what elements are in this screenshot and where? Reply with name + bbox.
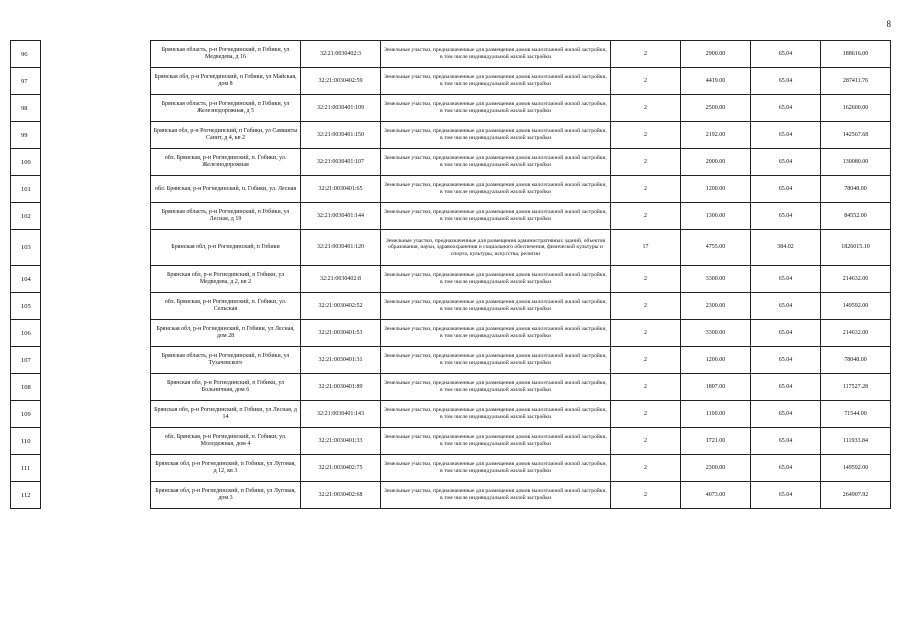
specific-value-cell: 65.04 bbox=[751, 374, 821, 401]
spacer-cell bbox=[41, 266, 151, 293]
area-cell: 1300.00 bbox=[681, 203, 751, 230]
row-number: 96 bbox=[11, 41, 41, 68]
address-cell: Брянская обл, р-н Рогнединский, п Гобики, ул Майская, дом 8 bbox=[151, 68, 301, 95]
specific-value-cell: 65.04 bbox=[751, 482, 821, 509]
area-cell: 4073.00 bbox=[681, 482, 751, 509]
group-code-cell: 2 bbox=[611, 41, 681, 68]
cadastral-number-cell: 32:21:0030401:31 bbox=[301, 347, 381, 374]
spacer-cell bbox=[41, 428, 151, 455]
permitted-use-cell: Земельные участки, предназначенные для размещения домов малоэтажной жилой застройки, в том числе индивидуальной жилой застройки bbox=[381, 41, 611, 68]
area-cell: 4755.00 bbox=[681, 230, 751, 266]
table-row bbox=[11, 230, 891, 266]
cadastral-value-cell: 188616.00 bbox=[821, 41, 891, 68]
cadastral-value-cell: 71544.00 bbox=[821, 401, 891, 428]
specific-value-cell: 65.04 bbox=[751, 122, 821, 149]
permitted-use-cell: Земельные участки, предназначенные для размещения домов малоэтажной жилой застройки, в том числе индивидуальной жилой застройки bbox=[381, 320, 611, 347]
spacer-cell bbox=[41, 176, 151, 203]
spacer-cell bbox=[41, 455, 151, 482]
address-cell: Брянская обл, р-н Рогнединский, п Гобики, ул Луговая, д 12, кв 3 bbox=[151, 455, 301, 482]
table-row bbox=[11, 95, 891, 122]
permitted-use-cell: Земельные участки, предназначенные для размещения домов малоэтажной жилой застройки, в том числе индивидуальной жилой застройки bbox=[381, 176, 611, 203]
spacer-cell bbox=[41, 401, 151, 428]
cadastral-number-cell: 32:21:0030401:120 bbox=[301, 230, 381, 266]
table-row bbox=[11, 68, 891, 95]
group-code-cell: 2 bbox=[611, 428, 681, 455]
cadastral-number-cell: 32:21:0030402:3 bbox=[301, 41, 381, 68]
permitted-use-cell: Земельные участки, предназначенные для размещения домов малоэтажной жилой застройки, в том числе индивидуальной жилой застройки bbox=[381, 374, 611, 401]
cadastral-number-cell: 32:21:0030402:8 bbox=[301, 266, 381, 293]
group-code-cell: 2 bbox=[611, 455, 681, 482]
cadastral-number-cell: 32:21:0030402:52 bbox=[301, 293, 381, 320]
cadastral-value-cell: 287411.76 bbox=[821, 68, 891, 95]
cadastral-number-cell: 32:21:0030401:109 bbox=[301, 95, 381, 122]
specific-value-cell: 65.04 bbox=[751, 428, 821, 455]
group-code-cell: 2 bbox=[611, 374, 681, 401]
specific-value-cell: 65.04 bbox=[751, 203, 821, 230]
table-row bbox=[11, 122, 891, 149]
group-code-cell: 2 bbox=[611, 347, 681, 374]
row-number: 102 bbox=[11, 203, 41, 230]
permitted-use-cell: Земельные участки, предназначенные для размещения домов малоэтажной жилой застройки, в том числе индивидуальной жилой застройки bbox=[381, 68, 611, 95]
row-number: 107 bbox=[11, 347, 41, 374]
group-code-cell: 17 bbox=[611, 230, 681, 266]
permitted-use-cell: Земельные участки, предназначенные для размещения административных зданий, объектов образования, науки, здравоохранения и социального обеспечения, физической культуры и спорта, культуры, искусства, религии bbox=[381, 230, 611, 266]
spacer-cell bbox=[41, 95, 151, 122]
area-cell: 1807.00 bbox=[681, 374, 751, 401]
spacer-cell bbox=[41, 149, 151, 176]
address-cell: обл. Брянская, р-н Рогнединский, п. Гобики, ул. Железнодорожная bbox=[151, 149, 301, 176]
area-cell: 2900.00 bbox=[681, 41, 751, 68]
area-cell: 2300.00 bbox=[681, 455, 751, 482]
area-cell: 3300.00 bbox=[681, 266, 751, 293]
table-row bbox=[11, 401, 891, 428]
table-body bbox=[11, 41, 891, 509]
specific-value-cell: 65.04 bbox=[751, 293, 821, 320]
row-number: 101 bbox=[11, 176, 41, 203]
table-row bbox=[11, 320, 891, 347]
group-code-cell: 2 bbox=[611, 95, 681, 122]
table-row bbox=[11, 455, 891, 482]
table-row bbox=[11, 482, 891, 509]
cadastral-value-cell: 130080.00 bbox=[821, 149, 891, 176]
address-cell: Брянская обл, р-н Рогнединский, п Гобики bbox=[151, 230, 301, 266]
permitted-use-cell: Земельные участки, предназначенные для размещения домов малоэтажной жилой застройки, в том числе индивидуальной жилой застройки bbox=[381, 293, 611, 320]
area-cell: 2500.00 bbox=[681, 95, 751, 122]
permitted-use-cell: Земельные участки, предназначенные для размещения домов малоэтажной жилой застройки, в том числе индивидуальной жилой застройки bbox=[381, 266, 611, 293]
permitted-use-cell: Земельные участки, предназначенные для размещения домов малоэтажной жилой застройки, в том числе индивидуальной жилой застройки bbox=[381, 203, 611, 230]
area-cell: 2192.00 bbox=[681, 122, 751, 149]
cadastral-value-cell: 84552.00 bbox=[821, 203, 891, 230]
row-number: 109 bbox=[11, 401, 41, 428]
specific-value-cell: 65.04 bbox=[751, 68, 821, 95]
cadastral-value-cell: 149592.00 bbox=[821, 293, 891, 320]
group-code-cell: 2 bbox=[611, 401, 681, 428]
cadastral-value-cell: 162600.00 bbox=[821, 95, 891, 122]
address-cell: обл. Брянская, р-н Рогнединский, п. Гобики, ул. Сельская bbox=[151, 293, 301, 320]
specific-value-cell: 384.02 bbox=[751, 230, 821, 266]
address-cell: обл. Брянская, р-н Рогнединский, п. Гобики, ул. Молодежная, дом 4 bbox=[151, 428, 301, 455]
address-cell: Брянская обл, р-н Рогнединский, п Гобики, ул Больничная, дом 6 bbox=[151, 374, 301, 401]
row-number: 108 bbox=[11, 374, 41, 401]
spacer-cell bbox=[41, 374, 151, 401]
row-number: 106 bbox=[11, 320, 41, 347]
cadastral-number-cell: 32:21:0030402:68 bbox=[301, 482, 381, 509]
address-cell: Брянская обл, р-н Рогнединский, п Гобики, ул Лесная, дом 28 bbox=[151, 320, 301, 347]
cadastral-value-cell: 149592.00 bbox=[821, 455, 891, 482]
spacer-cell bbox=[41, 122, 151, 149]
specific-value-cell: 65.04 bbox=[751, 266, 821, 293]
specific-value-cell: 65.04 bbox=[751, 41, 821, 68]
specific-value-cell: 65.04 bbox=[751, 320, 821, 347]
spacer-cell bbox=[41, 320, 151, 347]
address-cell: Брянская обл, р-н Рогнединский, п Гобики, ул Медведева, д 2, кв 2 bbox=[151, 266, 301, 293]
group-code-cell: 2 bbox=[611, 149, 681, 176]
cadastral-number-cell: 32:21:0030402:75 bbox=[301, 455, 381, 482]
specific-value-cell: 65.04 bbox=[751, 176, 821, 203]
cadastral-value-cell: 1826015.10 bbox=[821, 230, 891, 266]
cadastral-number-cell: 32:21:0030401:65 bbox=[301, 176, 381, 203]
cadastral-value-cell: 78048.00 bbox=[821, 176, 891, 203]
cadastral-number-cell: 32:21:0030401:107 bbox=[301, 149, 381, 176]
table-row bbox=[11, 41, 891, 68]
cadastral-value-cell: 142567.68 bbox=[821, 122, 891, 149]
group-code-cell: 2 bbox=[611, 482, 681, 509]
area-cell: 2000.00 bbox=[681, 149, 751, 176]
row-number: 112 bbox=[11, 482, 41, 509]
row-number: 105 bbox=[11, 293, 41, 320]
spacer-cell bbox=[41, 230, 151, 266]
specific-value-cell: 65.04 bbox=[751, 95, 821, 122]
spacer-cell bbox=[41, 41, 151, 68]
area-cell: 1100.00 bbox=[681, 401, 751, 428]
row-number: 104 bbox=[11, 266, 41, 293]
area-cell: 4419.00 bbox=[681, 68, 751, 95]
area-cell: 2300.00 bbox=[681, 293, 751, 320]
row-number: 110 bbox=[11, 428, 41, 455]
table-row bbox=[11, 266, 891, 293]
table-row bbox=[11, 293, 891, 320]
cadastral-number-cell: 32:21:0030401:143 bbox=[301, 401, 381, 428]
area-cell: 1200.00 bbox=[681, 176, 751, 203]
area-cell: 1200.00 bbox=[681, 347, 751, 374]
table-row bbox=[11, 374, 891, 401]
cadastral-value-cell: 214632.00 bbox=[821, 266, 891, 293]
cadastral-number-cell: 32:21:0030401:53 bbox=[301, 320, 381, 347]
spacer-cell bbox=[41, 293, 151, 320]
group-code-cell: 2 bbox=[611, 293, 681, 320]
cadastral-number-cell: 32:21:0030401:150 bbox=[301, 122, 381, 149]
permitted-use-cell: Земельные участки, предназначенные для размещения домов малоэтажной жилой застройки, в том числе индивидуальной жилой застройки bbox=[381, 122, 611, 149]
row-number: 97 bbox=[11, 68, 41, 95]
specific-value-cell: 65.04 bbox=[751, 149, 821, 176]
permitted-use-cell: Земельные участки, предназначенные для размещения домов малоэтажной жилой застройки, в том числе индивидуальной жилой застройки bbox=[381, 95, 611, 122]
cadastral-number-cell: 32:21:0030401:144 bbox=[301, 203, 381, 230]
area-cell: 1721.00 bbox=[681, 428, 751, 455]
cadastral-value-cell: 214632.00 bbox=[821, 320, 891, 347]
cadastral-number-cell: 32:21:0030402:59 bbox=[301, 68, 381, 95]
cadastral-value-cell: 78048.00 bbox=[821, 347, 891, 374]
cadastral-number-cell: 32:21:0030401:33 bbox=[301, 428, 381, 455]
address-cell: Брянская область, р-н Рогнединский, п Гобики, ул Тухачевского bbox=[151, 347, 301, 374]
row-number: 98 bbox=[11, 95, 41, 122]
table-row bbox=[11, 176, 891, 203]
address-cell: Брянская область, р-н Рогнединский, п Гобики, ул Лесная, д 19 bbox=[151, 203, 301, 230]
specific-value-cell: 65.04 bbox=[751, 401, 821, 428]
table-row bbox=[11, 203, 891, 230]
land-plots-table bbox=[10, 40, 891, 509]
row-number: 103 bbox=[11, 230, 41, 266]
permitted-use-cell: Земельные участки, предназначенные для размещения домов малоэтажной жилой застройки, в том числе индивидуальной жилой застройки bbox=[381, 482, 611, 509]
address-cell: обл. Брянская, р-н Рогнединский, п. Гобики, ул. Лесная bbox=[151, 176, 301, 203]
spacer-cell bbox=[41, 347, 151, 374]
address-cell: Брянская область, р-н Рогнединский, п Гобики, ул Железнодорожная, д 5 bbox=[151, 95, 301, 122]
spacer-cell bbox=[41, 482, 151, 509]
cadastral-value-cell: 111933.84 bbox=[821, 428, 891, 455]
group-code-cell: 2 bbox=[611, 68, 681, 95]
table-row bbox=[11, 149, 891, 176]
spacer-cell bbox=[41, 203, 151, 230]
permitted-use-cell: Земельные участки, предназначенные для размещения домов малоэтажной жилой застройки, в том числе индивидуальной жилой застройки bbox=[381, 347, 611, 374]
row-number: 111 bbox=[11, 455, 41, 482]
permitted-use-cell: Земельные участки, предназначенные для размещения домов малоэтажной жилой застройки, в том числе индивидуальной жилой застройки bbox=[381, 455, 611, 482]
area-cell: 3300.00 bbox=[681, 320, 751, 347]
table-row bbox=[11, 347, 891, 374]
specific-value-cell: 65.04 bbox=[751, 347, 821, 374]
row-number: 100 bbox=[11, 149, 41, 176]
address-cell: Брянская обл, р-н Рогнединский, п Гобики, ул Самшиты Санит, д 4, кв 2 bbox=[151, 122, 301, 149]
spacer-cell bbox=[41, 68, 151, 95]
group-code-cell: 2 bbox=[611, 266, 681, 293]
permitted-use-cell: Земельные участки, предназначенные для размещения домов малоэтажной жилой застройки, в том числе индивидуальной жилой застройки bbox=[381, 428, 611, 455]
address-cell: Брянская обл, р-н Рогнединский, п Гобики, ул Лесная, д 14 bbox=[151, 401, 301, 428]
address-cell: Брянская область, р-н Рогнединский, п Гобики, ул Медведева, д 16 bbox=[151, 41, 301, 68]
group-code-cell: 2 bbox=[611, 320, 681, 347]
row-number: 99 bbox=[11, 122, 41, 149]
group-code-cell: 2 bbox=[611, 176, 681, 203]
cadastral-value-cell: 264907.92 bbox=[821, 482, 891, 509]
permitted-use-cell: Земельные участки, предназначенные для размещения домов малоэтажной жилой застройки, в том числе индивидуальной жилой застройки bbox=[381, 401, 611, 428]
cadastral-value-cell: 117527.28 bbox=[821, 374, 891, 401]
group-code-cell: 2 bbox=[611, 122, 681, 149]
page-number: 8 bbox=[886, 19, 891, 29]
cadastral-number-cell: 32:21:0030401:89 bbox=[301, 374, 381, 401]
permitted-use-cell: Земельные участки, предназначенные для размещения домов малоэтажной жилой застройки, в том числе индивидуальной жилой застройки bbox=[381, 149, 611, 176]
specific-value-cell: 65.04 bbox=[751, 455, 821, 482]
table-row bbox=[11, 428, 891, 455]
address-cell: Брянская обл, р-н Рогнединский, п Гобики, ул Луговая, дом 3 bbox=[151, 482, 301, 509]
group-code-cell: 2 bbox=[611, 203, 681, 230]
